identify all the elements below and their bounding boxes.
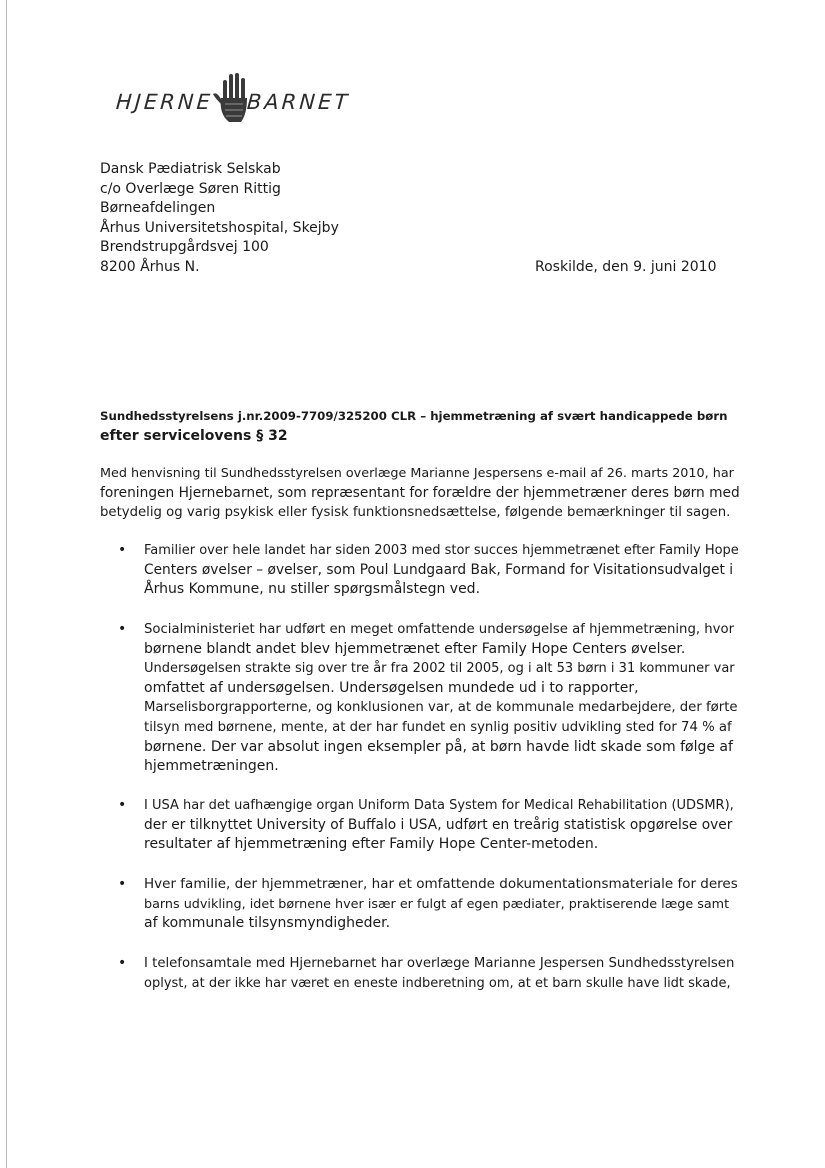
hjernebarnet-logo (115, 70, 352, 130)
bullet-line: omfattet af undersøgelsen. Undersøgelsen mundede ud i to rapporter, (144, 679, 639, 696)
intro-line: Med henvisning til Sundhedsstyrelsen overlæge Marianne Jespersens e-mail af 26. marts 2010, har (100, 466, 734, 481)
recipient-address (100, 160, 339, 278)
address-line: c/o Overlæge Søren Rittig (100, 180, 281, 197)
bullet-marker: • (118, 797, 127, 813)
bullet-text (144, 875, 740, 934)
address-line: Brendstrupgårdsvej 100 (100, 239, 269, 256)
bullet-line: af kommunale tilsynsmyndigheder. (144, 915, 391, 932)
bullet-line: resultater af hjemmetræning efter Family Hope Center-metoden. (144, 836, 599, 853)
bullet-line: Hver familie, der hjemmetræner, har et omfattende dokumentationsmateriale for deres (144, 876, 738, 892)
bullet-line: oplyst, at der ikke har været en eneste indberetning om, at et barn skulle have lidt skade, (144, 975, 731, 991)
bullet-line: barns udvikling, idet børnene hver især er fulgt af egen pædiater, praktiserende læge samt (144, 896, 730, 912)
intro-line: foreningen Hjernebarnet, som repræsentant for forældre der hjemmetræner deres børn med (100, 484, 740, 501)
address-line: Århus Universitetshospital, Skejby (100, 219, 339, 236)
bullet-line: der er tilknyttet University of Buffalo i USA, udført en treårig statistisk opgørelse over (144, 816, 733, 833)
bullet-line: Familier over hele landet har siden 2003 med stor succes hjemmetrænet efter Family Hope (144, 543, 739, 558)
bullet-line: Marselisborgrapporterne, og konklusionen var, at de kommunale medarbejdere, der førte (144, 700, 738, 716)
bullet-text (144, 620, 740, 777)
bullet-line: tilsyn med børnene, mente, at der har fundet en synlig positiv udvikling sted for 74 % af (144, 719, 732, 735)
bullet-text (144, 954, 740, 993)
scan-edge-line (6, 0, 7, 1168)
intro-paragraph (100, 464, 740, 523)
bullet-marker: • (118, 542, 127, 558)
logo-text-left: HJERNE (115, 90, 214, 114)
bullet-line: Århus Kommune, nu stiller spørgsmålstegn ved. (144, 581, 481, 598)
bullet-line: Undersøgelsen strakte sig over tre år fra 2002 til 2005, og i alt 53 børn i 31 kommuner var (144, 661, 735, 677)
bullet-line: Socialministeriet har udført en meget omfattende undersøgelse af hjemmetræning, hvor (144, 622, 735, 637)
intro-line: betydelig og varig psykisk eller fysisk funktionsnedsættelse, følgende bemærkninger til sagen. (100, 505, 731, 521)
bullet-line: børnene. Der var absolut ingen eksempler på, at børn havde lidt skade som følge af (144, 738, 733, 755)
bullet-line: I USA har det uafhængige organ Uniform Data System for Medical Rehabilitation (UDSMR), (144, 798, 734, 813)
subject-line: Sundhedsstyrelsens j.nr.2009-7709/325200 CLR – hjemmetræning af svært handicappede børn (100, 409, 728, 423)
bullet-line: I telefonsamtale med Hjernebarnet har overlæge Marianne Jespersen Sundhedsstyrelsen (144, 956, 735, 971)
logo-text-right: BARNET (246, 90, 352, 114)
bullet-line: Centers øvelser – øvelser, som Poul Lundgaard Bak, Formand for Visitationsudvalget i (144, 561, 734, 578)
bullet-marker: • (118, 955, 127, 971)
address-line: Dansk Pædiatrisk Selskab (100, 161, 281, 177)
bullet-text (144, 541, 740, 600)
bullet-line: børnene blandt andet blev hjemmetrænet efter Family Hope Centers øvelser. (144, 640, 686, 657)
address-line: Børneafdelingen (100, 200, 216, 217)
bullet-marker: • (118, 621, 127, 637)
place-date: Roskilde, den 9. juni 2010 (535, 259, 717, 275)
address-line: 8200 Århus N. (100, 258, 200, 275)
bullet-text (144, 796, 740, 855)
bullet-marker: • (118, 876, 127, 892)
subject-line: efter servicelovens § 32 (100, 428, 288, 444)
bullet-line: hjemmetræningen. (144, 758, 279, 775)
subject-heading (100, 406, 740, 446)
